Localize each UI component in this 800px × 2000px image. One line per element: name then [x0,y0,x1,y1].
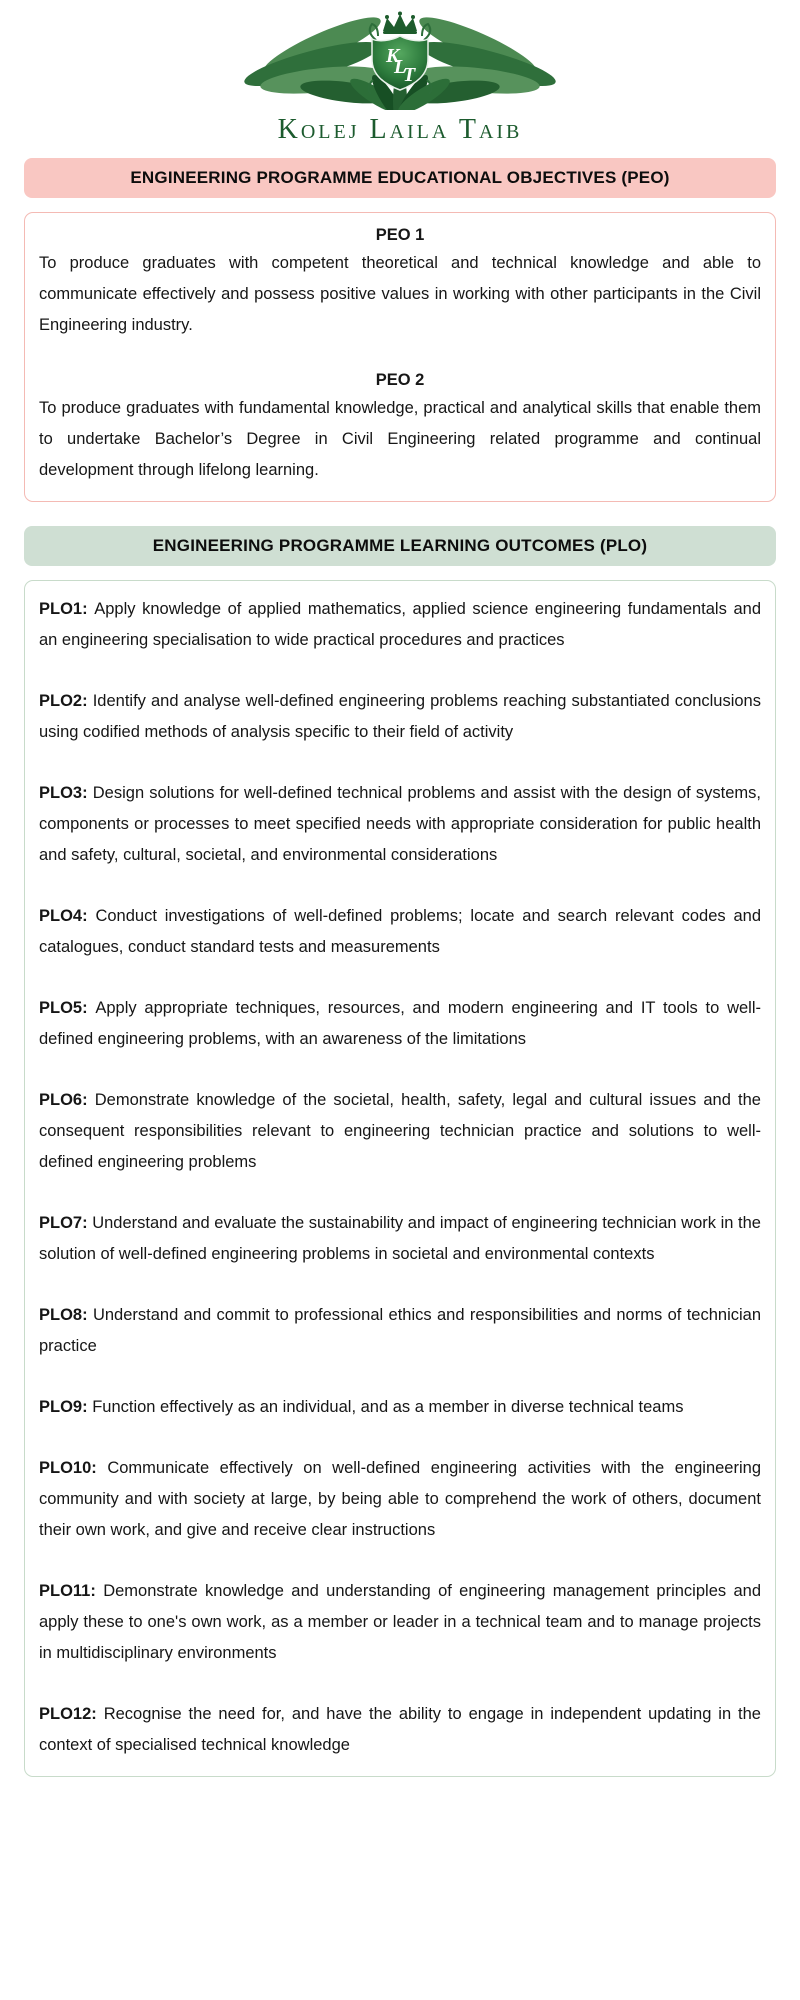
plo-item-label: PLO3: [39,783,93,802]
plo-item [39,1300,761,1362]
plo-item-label: PLO7: [39,1213,93,1232]
plo-item-text: Function effectively as an individual, and as a member in diverse technical teams [92,1397,684,1416]
plo-item [39,686,761,748]
plo-item-label: PLO11: [39,1581,104,1600]
plo-item-text: Understand and commit to professional ethics and responsibilities and norms of technician practice [39,1305,761,1355]
crown-icon [383,12,417,35]
peo-panel [24,212,776,502]
plo-item-text: Understand and evaluate the sustainability and impact of engineering technician work in the solution of well-defined engineering problems in societal and environmental contexts [39,1213,761,1263]
institution-name: Kolej Laila Taib [277,114,523,145]
peo-item [39,371,761,486]
plo-item-text: Apply knowledge of applied mathematics, applied science engineering fundamentals and an engineering specialisation to wide practical procedures and practices [39,599,761,649]
peo-section-header: ENGINEERING PROGRAMME EDUCATIONAL OBJECTIVES (PEO) [24,158,776,198]
plo-section-header: ENGINEERING PROGRAMME LEARNING OUTCOMES (PLO) [24,526,776,566]
plo-item [39,1085,761,1178]
monogram-l: L [394,56,407,78]
plo-item [39,901,761,963]
plo-item-label: PLO10: [39,1458,108,1477]
plo-item-text: Demonstrate knowledge and understanding of engineering management principles and apply these to one's own work, as a member or leader in a technical team and to manage projects in multidisciplinary environments [39,1581,761,1662]
plo-item-text: Apply appropriate techniques, resources, and modern engineering and IT tools to well-defined engineering problems, with an awareness of the limitations [39,998,761,1048]
plo-item-label: PLO4: [39,906,96,925]
plo-item [39,1576,761,1669]
plo-item-label: PLO9: [39,1397,93,1416]
plo-item-label: PLO6: [39,1090,95,1109]
plo-item [39,1699,761,1761]
monogram-t: T [403,64,416,86]
plo-item-text: Identify and analyse well-defined engineering problems reaching substantiated conclusions using codified methods of analysis specific to their field of activity [39,691,761,741]
plo-item [39,1208,761,1270]
plo-item [39,993,761,1055]
peo-item [39,226,761,341]
peo-item-text: To produce graduates with fundamental knowledge, practical and analytical skills that enable them to undertake Bachelor’s Degree in Civil Engineering related programme and continual development through lifelong learning. [39,398,761,479]
peo-item-text: To produce graduates with competent theoretical and technical knowledge and able to communicate effectively and possess positive values in working with other participants in the Civil Engineering industry. [39,253,761,334]
peo-item-title: PEO 1 [375,225,425,244]
plo-item-text: Design solutions for well-defined technical problems and assist with the design of systems, components or processes to meet specified needs with appropriate consideration for public health and safety, cultural, societal, and environmental considerations [39,783,761,864]
plo-item [39,1453,761,1546]
plo-item-text: Conduct investigations of well-defined problems; locate and search relevant codes and catalogues, conduct standard tests and measurements [39,906,761,956]
plo-item-label: PLO1: [39,599,95,618]
plo-item [39,594,761,656]
plo-item-text: Recognise the need for, and have the ability to engage in independent updating in the context of specialised technical knowledge [39,1704,761,1754]
plo-item-label: PLO8: [39,1305,93,1324]
plo-item [39,778,761,871]
plo-item-text: Communicate effectively on well-defined engineering activities with the engineering community and with society at large, by being able to comprehend the work of others, document their own work, and give and receive clear instructions [39,1458,761,1539]
logo-header [0,0,800,146]
plo-item-label: PLO12: [39,1704,104,1723]
monogram-k: K [386,45,400,67]
plo-item-text: Demonstrate knowledge of the societal, health, safety, legal and cultural issues and the consequent responsibilities relevant to engineering technician practice and solutions to well-defined engineering problems [39,1090,761,1171]
plo-item-label: PLO2: [39,691,93,710]
peo-item-title: PEO 2 [375,370,425,389]
plo-panel [24,580,776,1777]
klt-crest-icon [230,10,570,110]
plo-item [39,1392,761,1423]
plo-item-label: PLO5: [39,998,96,1017]
